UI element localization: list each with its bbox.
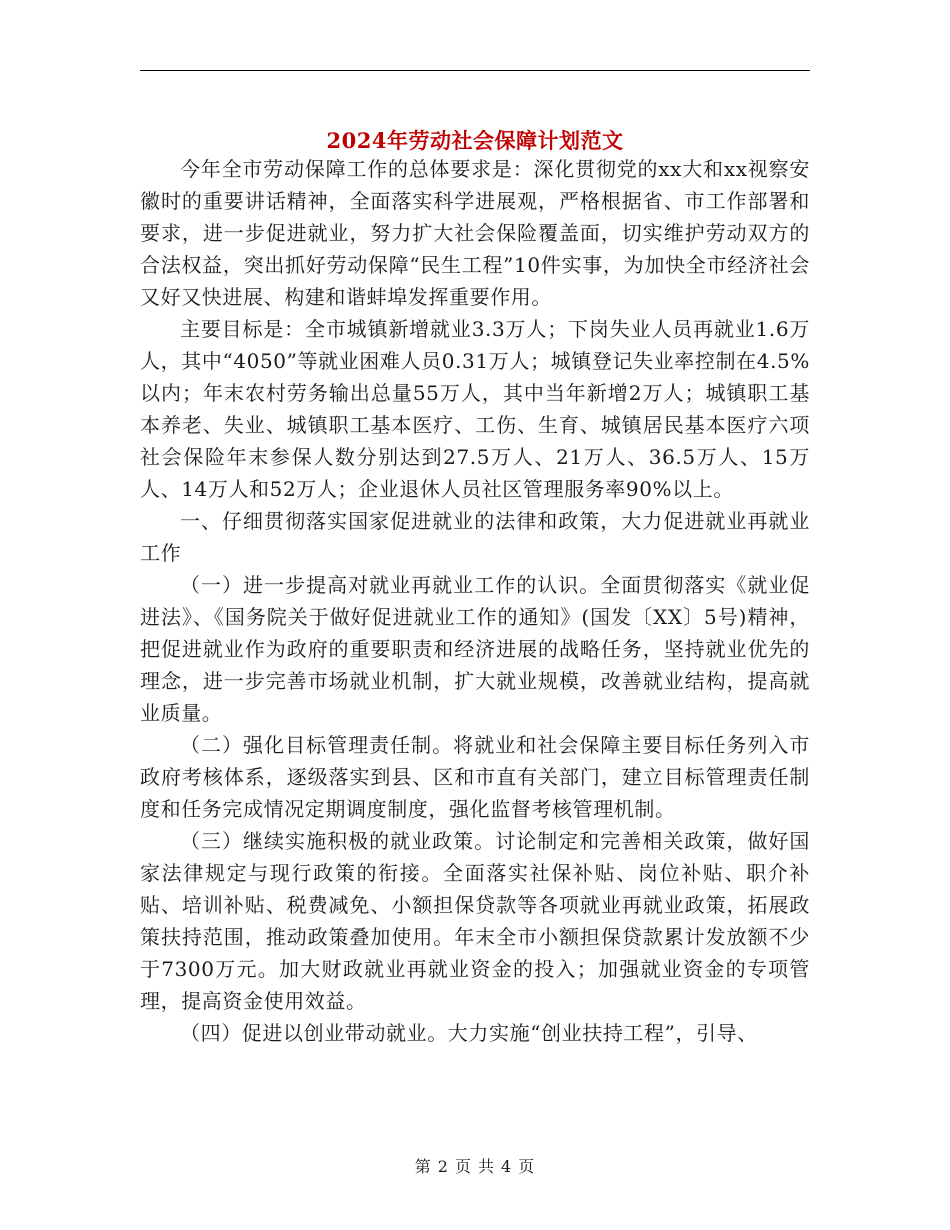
footer-middle: 页 共 bbox=[454, 1157, 496, 1176]
footer-suffix: 页 bbox=[518, 1157, 536, 1176]
paragraph-main-targets: 主要目标是：全市城镇新增就业3.3万人；下岗失业人员再就业1.6万人，其中“4050”等就业困难人员0.31万人；城镇登记失业率控制在4.5%以内；年末农村劳务输出总量55万人，其中当年新增2万人；城镇职工基本养老、失业、城镇职工基本医疗、工伤、生育、城镇居民基本医疗六项社会保险年末参保人数分别达到27.5万人、21万人、36.5万人、15万人、14万人和52万人；企业退休人员社区管理服务率90%以上。 bbox=[140, 317, 810, 501]
paragraph-general-requirements: 今年全市劳动保障工作的总体要求是：深化贯彻党的xx大和xx视察安徽时的重要讲话精神，全面落实科学进展观，严格根据省、市工作部署和要求，进一步促进就业，努力扩大社会保险覆盖面，切实维护劳动双方的合法权益，突出抓好劳动保障“民生工程”10件实事，为加快全市经济社会又好又快进展、构建和谐蚌埠发挥重要作用。 bbox=[140, 157, 810, 309]
footer-page-number: 2 bbox=[437, 1157, 449, 1176]
paragraph-item-3: （三）继续实施积极的就业政策。讨论制定和完善相关政策，做好国家法律规定与现行政策的衔接。全面落实社保补贴、岗位补贴、职介补贴、培训补贴、税费减免、小额担保贷款等各项就业再就业政策，拓展政策扶持范围，推动政策叠加使用。年末全市小额担保贷款累计发放额不少于7300万元。加大财政就业再就业资金的投入；加强就业资金的专项管理，提高资金使用效益。 bbox=[140, 829, 810, 1013]
paragraph-item-1: （一）进一步提高对就业再就业工作的认识。全面贯彻落实《就业促进法》、《国务院关于做好促进就业工作的通知》(国发〔XX〕5号)精神，把促进就业作为政府的重要职责和经济进展的战略任务，坚持就业优先的理念，进一步完善市场就业机制，扩大就业规模，改善就业结构，提高就业质量。 bbox=[140, 573, 810, 725]
paragraph-item-4: （四）促进以创业带动就业。大力实施“创业扶持工程”，引导、 bbox=[180, 1021, 758, 1045]
header-rule bbox=[140, 70, 810, 71]
paragraph-item-2: （二）强化目标管理责任制。将就业和社会保障主要目标任务列入市政府考核体系，逐级落实到县、区和市直有关部门，建立目标管理责任制度和任务完成情况定期调度制度，强化监督考核管理机制。 bbox=[140, 733, 810, 821]
document-body bbox=[140, 153, 810, 1049]
document-title: 2024年劳动社会保障计划范文 bbox=[326, 128, 624, 154]
footer-prefix: 第 bbox=[414, 1157, 432, 1176]
section-heading-1: 一、仔细贯彻落实国家促进就业的法律和政策，大力促进就业再就业工作 bbox=[140, 509, 810, 565]
footer-page-total: 4 bbox=[501, 1157, 513, 1176]
page-footer bbox=[0, 1154, 950, 1177]
